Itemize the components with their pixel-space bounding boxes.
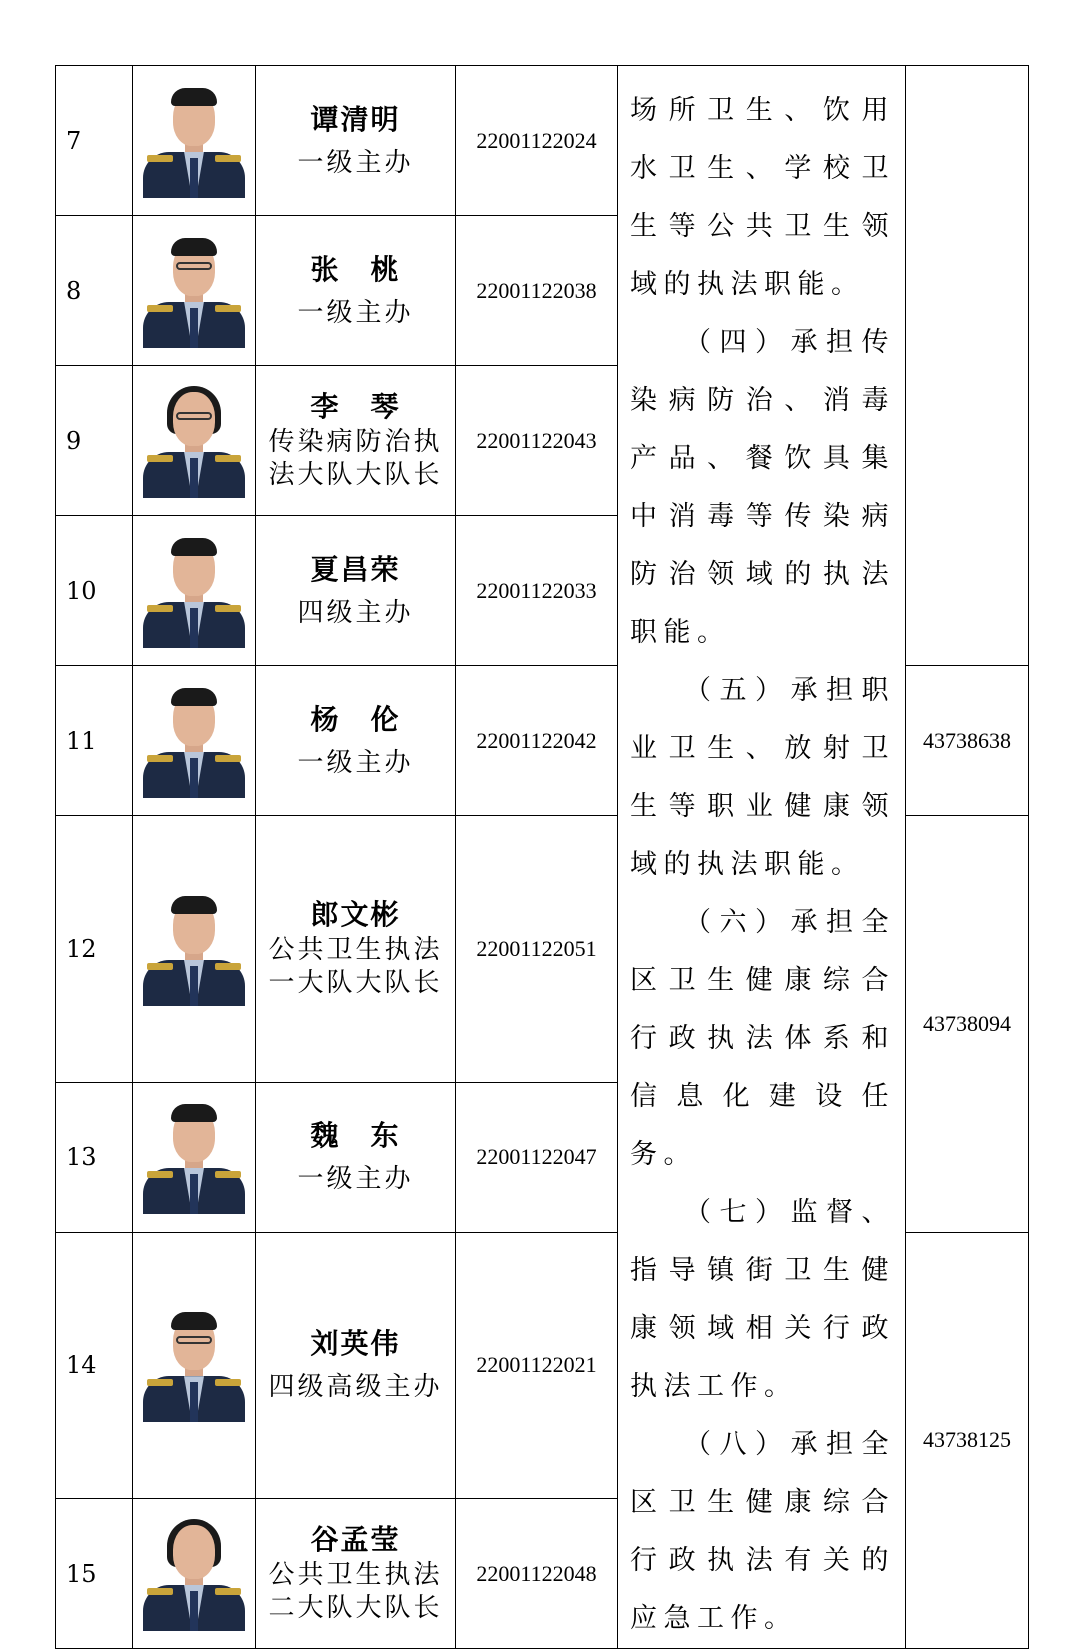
- person-title: [256, 597, 455, 629]
- photo-cell: [133, 366, 256, 516]
- person-title-line: 一级主办: [297, 747, 414, 778]
- person-name: 杨 伦: [310, 702, 401, 736]
- photo-cell: [133, 216, 256, 366]
- photo-cell: [133, 1499, 256, 1649]
- portrait-photo: [143, 1513, 245, 1631]
- person-name: 郎文彬: [310, 897, 401, 931]
- badge-id: 22001122042: [456, 666, 618, 816]
- badge-id: 22001122047: [456, 1082, 618, 1232]
- badge-id: 22001122033: [456, 516, 618, 666]
- portrait-photo: [143, 888, 245, 1006]
- name-title-cell: [256, 366, 456, 516]
- phone-number: [906, 66, 1029, 666]
- portrait-photo: [143, 1096, 245, 1214]
- duty-paragraph: （七）监督、指导镇街卫生健康领域相关行政执法工作。: [630, 1197, 895, 1402]
- name-title-cell: [256, 516, 456, 666]
- row-number: 7: [56, 66, 133, 216]
- badge-id: 22001122038: [456, 216, 618, 366]
- person-title-line: 法大队大队长: [268, 459, 443, 490]
- duty-paragraph: （四）承担传染病防治、消毒产品、餐饮具集中消毒等传染病防治领域的执法职能。: [630, 327, 895, 648]
- phone-number: 43738094: [906, 816, 1029, 1233]
- portrait-photo: [143, 230, 245, 348]
- row-number: 15: [56, 1499, 133, 1649]
- photo-cell: [133, 1232, 256, 1499]
- person-title: [256, 747, 455, 779]
- row-number: 13: [56, 1082, 133, 1232]
- person-name: 李 琴: [310, 389, 401, 423]
- person-title: [256, 934, 455, 1000]
- person-title: [256, 426, 455, 492]
- name-title-cell: [256, 1232, 456, 1499]
- portrait-photo: [143, 380, 245, 498]
- person-title: [256, 1163, 455, 1195]
- table-row: [56, 66, 1029, 216]
- badge-id: 22001122021: [456, 1232, 618, 1499]
- person-name: 谭清明: [310, 102, 401, 136]
- row-number: 10: [56, 516, 133, 666]
- portrait-photo: [143, 1304, 245, 1422]
- badge-id: 22001122024: [456, 66, 618, 216]
- photo-cell: [133, 1082, 256, 1232]
- phone-number: 43738125: [906, 1232, 1029, 1649]
- person-name: 张 桃: [310, 252, 401, 286]
- name-title-cell: [256, 666, 456, 816]
- portrait-photo: [143, 680, 245, 798]
- person-title-line: 四级主办: [297, 597, 414, 628]
- photo-cell: [133, 516, 256, 666]
- duties-cell: [618, 66, 906, 1649]
- photo-cell: [133, 816, 256, 1083]
- name-title-cell: [256, 1082, 456, 1232]
- person-title-line: 四级高级主办: [268, 1372, 443, 1403]
- duty-paragraph: （八）承担全区卫生健康综合行政执法有关的应急工作。: [630, 1429, 895, 1634]
- badge-id: 22001122043: [456, 366, 618, 516]
- person-title: [256, 297, 455, 329]
- portrait-photo: [143, 530, 245, 648]
- row-number: 8: [56, 216, 133, 366]
- person-title-line: 公共卫生执法: [268, 934, 443, 965]
- person-title: [256, 147, 455, 179]
- person-title-line: 二大队大队长: [268, 1592, 443, 1623]
- row-number: 12: [56, 816, 133, 1083]
- person-name: 魏 东: [310, 1119, 401, 1152]
- person-name: 谷孟莹: [310, 1522, 401, 1556]
- name-title-cell: [256, 1499, 456, 1649]
- badge-id: 22001122048: [456, 1499, 618, 1649]
- name-title-cell: [256, 66, 456, 216]
- photo-cell: [133, 666, 256, 816]
- person-title-line: 传染病防治执: [268, 426, 443, 457]
- person-title-line: 一级主办: [297, 147, 414, 178]
- person-title: [256, 1559, 455, 1625]
- staff-table: [55, 65, 1029, 1649]
- person-name: 刘英伟: [310, 1327, 401, 1361]
- person-title-line: 一大队大队长: [268, 967, 443, 998]
- person-title-line: 一级主办: [297, 297, 414, 328]
- duty-paragraph: （五）承担职业卫生、放射卫生等职业健康领域的执法职能。: [630, 675, 895, 880]
- portrait-photo: [143, 80, 245, 198]
- duty-paragraph: （六）承担全区卫生健康综合行政执法体系和信息化建设任务。: [630, 907, 895, 1170]
- row-number: 11: [56, 666, 133, 816]
- row-number: 9: [56, 366, 133, 516]
- phone-number: 43738638: [906, 666, 1029, 816]
- person-title-line: 一级主办: [297, 1164, 414, 1194]
- name-title-cell: [256, 216, 456, 366]
- duty-paragraph: 场所卫生、饮用水卫生、学校卫生等公共卫生领域的执法职能。: [630, 95, 895, 300]
- person-title: [256, 1371, 455, 1403]
- photo-cell: [133, 66, 256, 216]
- person-name: 夏昌荣: [310, 552, 401, 586]
- person-title-line: 公共卫生执法: [268, 1559, 443, 1590]
- badge-id: 22001122051: [456, 816, 618, 1083]
- name-title-cell: [256, 816, 456, 1083]
- row-number: 14: [56, 1232, 133, 1499]
